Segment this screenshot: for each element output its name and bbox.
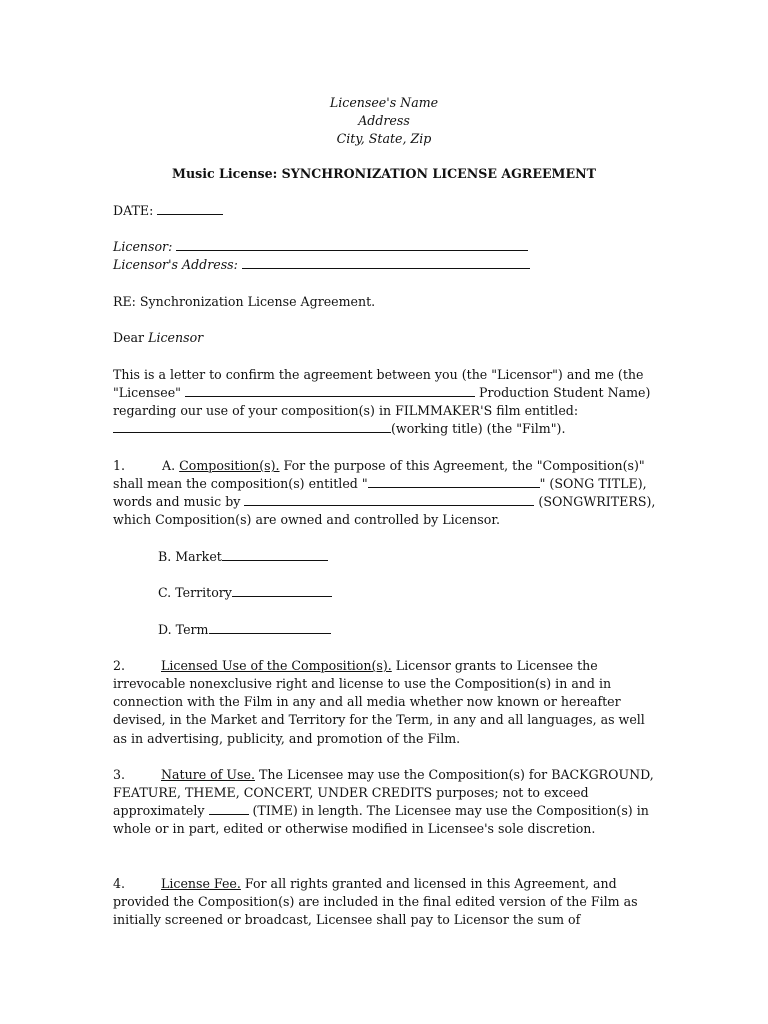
section-3-line-4: whole or in part, edited or otherwise modified in Licensee's sole discretion. — [113, 821, 596, 836]
document-title: Music License: SYNCHRONIZATION LICENSE AGREEMENT — [172, 166, 596, 181]
section-1-entitled: shall mean the composition(s) entitled " — [113, 476, 368, 491]
section-3-approximately: approximately — [113, 803, 205, 818]
film-title-blank[interactable] — [113, 420, 391, 433]
song-title-blank[interactable] — [368, 475, 540, 488]
section-4-heading: License Fee. — [161, 876, 241, 891]
licensee-address: Address — [358, 113, 410, 128]
market-label: B. Market — [158, 549, 222, 564]
section-3-heading: Nature of Use. — [161, 767, 255, 782]
time-blank[interactable] — [209, 802, 249, 815]
territory-blank[interactable] — [232, 584, 332, 597]
date-blank[interactable] — [157, 202, 223, 215]
date-line — [113, 202, 673, 220]
market-blank[interactable] — [222, 548, 328, 561]
term-line — [158, 621, 718, 639]
intro-student-name: Production Student Name) — [479, 385, 651, 400]
section-1-letter: A. — [162, 458, 176, 473]
market-line — [158, 548, 718, 566]
student-name-blank[interactable] — [185, 384, 475, 397]
section-3-line-3 — [113, 802, 673, 820]
section-1-line-3 — [113, 493, 673, 511]
section-3-line-2: FEATURE, THEME, CONCERT, UNDER CREDITS purposes; not to exceed — [113, 785, 589, 800]
section-2-line-5: as in advertising, publicity, and promotion of the Film. — [113, 731, 461, 746]
section-4-number: 4. — [113, 876, 126, 891]
re-line: RE: Synchronization License Agreement. — [113, 294, 376, 309]
intro-working-title: (working title) (the "Film"). — [391, 421, 566, 436]
licensor-address-line — [113, 256, 673, 274]
section-3-line-1 — [113, 766, 673, 784]
licensee-name: Licensee's Name — [329, 95, 439, 110]
salutation-dear: Dear — [113, 330, 145, 345]
section-2-number: 2. — [113, 658, 126, 673]
section-4-line-2: provided the Composition(s) are included in the final edited version of the Film as — [113, 894, 638, 909]
section-3-text: The Licensee may use the Composition(s) for BACKGROUND, — [258, 767, 654, 782]
salutation-name: Licensor — [148, 330, 204, 345]
section-2-text: Licensor grants to Licensee the — [395, 658, 598, 673]
intro-line-4 — [113, 420, 673, 438]
section-2-line-4: devised, in the Market and Territory for the Term, in any and all languages, as well — [113, 712, 645, 727]
section-1-line-2 — [113, 475, 673, 493]
songwriters-blank[interactable] — [244, 493, 534, 506]
licensor-label: Licensor: — [113, 239, 173, 254]
section-2-line-1 — [113, 657, 673, 675]
term-blank[interactable] — [209, 621, 331, 634]
section-1-heading: Composition(s). — [179, 458, 280, 473]
section-4-line-1 — [113, 875, 673, 893]
territory-label: C. Territory — [158, 585, 232, 600]
section-1-song-title: " (SONG TITLE), — [539, 476, 647, 491]
intro-line-1: This is a letter to confirm the agreement between you (the "Licensor") and me (the — [113, 367, 644, 382]
term-label: D. Term — [158, 622, 209, 637]
licensor-blank[interactable] — [176, 238, 528, 251]
territory-line — [158, 584, 718, 602]
section-1-line-1 — [113, 457, 673, 475]
section-2-line-3: connection with the Film in any and all media whether now known or hereafter — [113, 694, 621, 709]
section-3-time: (TIME) in length. The Licensee may use the Composition(s) in — [252, 803, 649, 818]
intro-licensee: "Licensee" — [113, 385, 181, 400]
section-1-words-music: words and music by — [113, 494, 241, 509]
section-1-songwriters: (SONGWRITERS), — [538, 494, 656, 509]
salutation — [113, 329, 673, 347]
section-2-heading: Licensed Use of the Composition(s). — [161, 658, 392, 673]
section-1-number: 1. — [113, 458, 126, 473]
section-2-line-2: irrevocable nonexclusive right and license to use the Composition(s) in and in — [113, 676, 612, 691]
date-label: DATE: — [113, 203, 154, 218]
intro-line-3: regarding our use of your composition(s) in FILMMAKER'S film entitled: — [113, 403, 579, 418]
licensor-address-blank[interactable] — [242, 256, 530, 269]
licensor-line — [113, 238, 673, 256]
licensor-address-label: Licensor's Address: — [113, 257, 238, 272]
section-3-number: 3. — [113, 767, 126, 782]
section-1-line-4: which Composition(s) are owned and controlled by Licensor. — [113, 512, 500, 527]
intro-line-2 — [113, 384, 673, 402]
section-4-line-3: initially screened or broadcast, Licensee shall pay to Licensor the sum of — [113, 912, 581, 927]
section-4-text: For all rights granted and licensed in this Agreement, and — [244, 876, 617, 891]
section-1-text: For the purpose of this Agreement, the "Composition(s)" — [283, 458, 645, 473]
licensee-city-state-zip: City, State, Zip — [336, 131, 432, 146]
